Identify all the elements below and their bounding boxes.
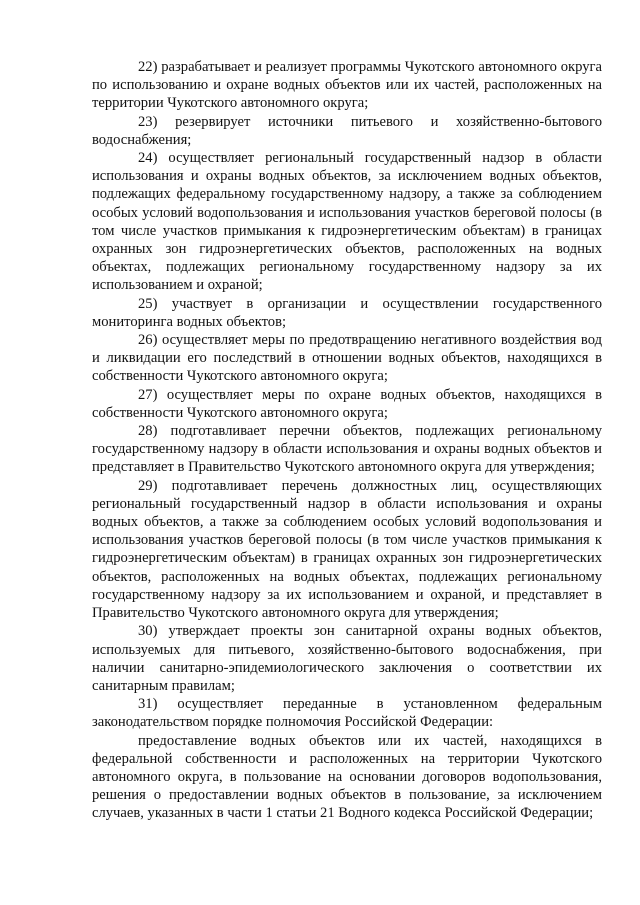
paragraph-item-28: 28) подготавливает перечни объектов, подлежащих региональному государственному надзору в области использования и охраны водных объектов и представляет в Правительство Чукотского автономного округа для утверждения; xyxy=(92,423,602,476)
paragraph-item-26: 26) осуществляет меры по предотвращению негативного воздействия вод и ликвидации его последствий в отношении водных объектов, находящихся в собственности Чукотского автономного округа; xyxy=(92,332,602,385)
paragraph-item-25: 25) участвует в организации и осуществлении государственного мониторинга водных объектов; xyxy=(92,295,602,330)
paragraph-item-31: 31) осуществляет переданные в установленном федеральным законодательством порядке полномочия Российской Федерации: xyxy=(92,696,602,731)
paragraph-subitem-water-objects: предоставление водных объектов или их частей, находящихся в федеральной собственности и расположенных на территории Чукотского автономного округа, в пользование на основании договоров водопользования, решения о предоставлении водных объектов в пользование, за исключением случаев, указанных в части 1 статьи 21 Водного кодекса Российской Федерации; xyxy=(92,732,602,822)
document-page xyxy=(92,58,602,823)
paragraph-item-27: 27) осуществляет меры по охране водных объектов, находящихся в собственности Чукотского автономного округа; xyxy=(92,386,602,421)
paragraph-item-29: 29) подготавливает перечень должностных лиц, осуществляющих региональный государственный надзор в области использования и охраны водных объектов, а также за соблюдением особых условий водопользования и использования участков береговой полосы (в том числе участков примыкания к гидроэнергетическим объектам) в границах охранных зон гидроэнергетических объектов, расположенных на водных объектах, подлежащих региональному государственному надзору за их использованием и охраной, и представляет в Правительство Чукотского автономного округа для утверждения; xyxy=(92,477,602,622)
paragraph-item-24: 24) осуществляет региональный государственный надзор в области использования и охраны водных объектов, за исключением водных объектов, подлежащих федеральному государственному надзору, а также за соблюдением особых условий водопользования и использования участков береговой полосы (в том числе участков примыкания к гидроэнергетическим объектам) в границах охранных зон гидроэнергетических объектов, расположенных на водных объектах, подлежащих региональному государственному надзору за их использованием и охраной; xyxy=(92,150,602,294)
paragraph-item-22: 22) разрабатывает и реализует программы Чукотского автономного округа по использованию и охране водных объектов или их частей, расположенных на территории Чукотского автономного округа; xyxy=(92,59,602,112)
paragraph-item-23: 23) резервирует источники питьевого и хозяйственно-бытового водоснабжения; xyxy=(92,113,602,148)
paragraph-item-30: 30) утверждает проекты зон санитарной охраны водных объектов, используемых для питьевого, хозяйственно-бытового водоснабжения, при наличии санитарно-эпидемиологического заключения о соответствии их санитарным правилам; xyxy=(92,623,602,694)
